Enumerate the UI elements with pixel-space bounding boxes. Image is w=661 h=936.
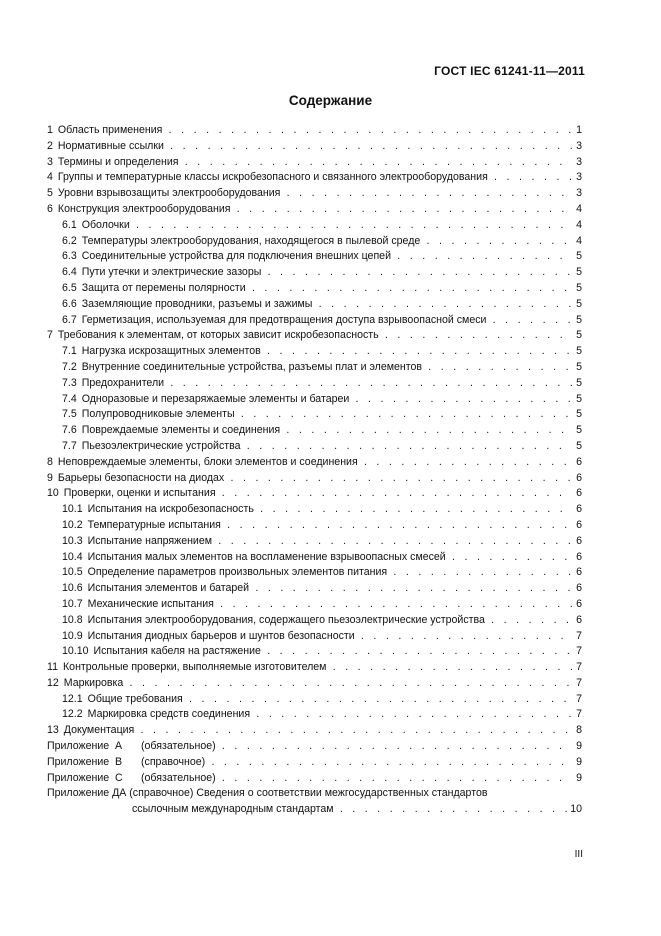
annex-type: (обязательное) [141,740,216,753]
toc-entry-number: 6.6 [62,297,77,310]
toc-entry-title [47,170,572,186]
toc-entry-number: 10.8 [62,613,83,626]
toc-entry-text: Защита от перемены полярности [81,281,246,294]
toc-entry-number: 1 [47,124,53,136]
toc-entry-text: Испытания на искробезопасность [87,503,254,516]
toc-entry-page: 6 [572,581,582,597]
toc-entry[interactable] [47,328,582,344]
toc-entry-page: 5 [572,297,582,313]
toc-entry-page: 7 [572,692,582,708]
toc-entry[interactable] [47,581,582,597]
toc-entry-title [62,234,572,250]
annex-name: Приложение [47,755,110,768]
toc-entry-number: 6 [47,202,53,215]
toc-entry-page: 5 [572,313,582,329]
toc-entry-title [62,581,572,597]
toc-entry[interactable] [47,707,582,723]
toc-entry-page: 6 [572,471,582,487]
toc-entry-page: 5 [572,265,582,281]
toc-entry-page: 5 [572,407,582,423]
toc-entry-title [62,613,572,629]
toc-entry-number: 7.2 [62,360,77,373]
toc-entry-text: Нагрузка искрозащитных элементов [81,345,261,358]
toc-entry-page: 3 [572,155,582,171]
toc-entry-title [47,723,572,739]
toc-entry[interactable] [47,392,582,408]
toc-entry-number: 6.3 [62,250,77,263]
annex-page: 9 [572,739,582,755]
toc-entry-title [62,597,572,613]
toc-entry-title [62,249,572,265]
toc-entry[interactable] [47,502,582,518]
toc-entry[interactable] [47,155,582,171]
annex-letter: С [115,771,123,784]
toc-entry[interactable] [47,518,582,534]
annex-da-title: Приложение ДА (справочное) Сведения о соответствии межгосударственных стандартов [47,787,488,800]
toc-entry-page: 6 [572,565,582,581]
toc-entry-page: 6 [572,597,582,613]
annex-letter: В [115,755,123,768]
toc-entry-text: Группы и температурные классы искробезопасного и связанного электрооборудования [57,171,488,184]
toc-entry-text: Контрольные проверки, выполняемые изготовителем [63,661,327,674]
toc-entry-title [47,676,572,692]
toc-entry-text: Область применения [57,124,163,136]
toc-entry-number: 10.10 [62,645,89,658]
toc-entry-page: 6 [572,502,582,518]
toc-entry-number: 2 [47,139,53,152]
toc-entry-title [62,502,572,518]
toc-entry-number: 10.4 [62,550,83,563]
toc-entry-text: Пути утечки и электрические зазоры [81,266,262,279]
toc-entry-number: 7.3 [62,376,77,389]
toc-entry-title [62,407,572,423]
toc-entry-page: 6 [572,534,582,550]
annex-title [47,739,572,755]
toc-entry[interactable] [47,613,582,629]
toc-entry[interactable] [47,186,582,202]
toc-entry[interactable] [47,218,582,234]
toc-entry-number: 7.6 [62,424,77,437]
toc-entry-text: Термины и определения [57,155,179,168]
toc-entry-text: Температурные испытания [87,518,221,531]
toc-entry-page: 5 [572,328,582,344]
toc-entry-number: 12 [47,676,59,689]
toc-entry-title [62,550,572,566]
toc-entry-title [47,202,572,218]
toc-entry-text: Герметизация, используемая для предотвращения доступа взрывоопасной смеси [81,313,487,326]
toc-entry-page: 7 [572,707,582,723]
toc-entry-number: 8 [47,455,53,468]
toc-entry-text: Испытания кабеля на растяжение [93,645,261,658]
toc-entry-page: 4 [572,234,582,250]
toc-entry[interactable] [47,455,582,471]
toc-entry-page: 7 [572,660,582,676]
toc-entry-number: 6.7 [62,313,77,326]
toc-entry-text: Пьезоэлектрические устройства [81,439,241,452]
toc-entry-title [47,455,572,471]
annex-title [47,771,572,787]
toc-entry-number: 10 [47,487,59,500]
toc-annex-entry[interactable] [47,755,582,771]
annex-page: 9 [572,771,582,787]
annex-letter: А [115,740,123,753]
toc-entry-text: Механические испытания [87,597,214,610]
toc-entry[interactable] [47,550,582,566]
toc-entry-page: 5 [572,249,582,265]
toc-entry-number: 10.9 [62,629,83,642]
toc-entry-page: 7 [572,644,582,660]
toc-entry-title [62,644,572,660]
toc-entry-number: 9 [47,471,53,484]
toc-annex-da-entry[interactable] [47,786,582,818]
page-title: Содержание [288,93,373,108]
table-of-contents [47,123,582,818]
toc-entry-number: 12.1 [62,692,83,705]
toc-entry-page: 6 [572,455,582,471]
toc-entry-text: Определение параметров произвольных элементов питания [87,566,388,579]
toc-entry-title [62,218,572,234]
toc-entry[interactable] [47,281,582,297]
toc-entry-page: 4 [572,202,582,218]
annex-type: (справочное) [141,755,206,768]
toc-entry-title [62,565,572,581]
toc-entry-text: Температуры электрооборудования, находящегося в пылевой среде [81,234,421,247]
toc-entry-text: Испытания малых элементов на воспламенение взрывоопасных смесей [87,550,446,563]
toc-entry[interactable] [47,313,582,329]
toc-entry-title [62,423,572,439]
toc-entry-page: 8 [572,723,582,739]
toc-entry[interactable] [47,723,582,739]
toc-entry-page: 5 [572,360,582,376]
toc-entry-number: 10.5 [62,566,83,579]
toc-entry-number: 7.5 [62,408,77,421]
toc-entry-number: 10.6 [62,582,83,595]
toc-entry[interactable] [47,565,582,581]
toc-entry-title [47,471,572,487]
toc-entry[interactable] [47,597,582,613]
toc-entry-title [47,486,572,502]
toc-entry-title [62,281,572,297]
toc-entry-page: 6 [572,550,582,566]
toc-entry-title [62,629,572,645]
toc-entry-text: Испытания элементов и батарей [87,582,250,595]
toc-entry[interactable] [47,471,582,487]
toc-entry-text: Соединительные устройства для подключения внешних цепей [81,250,391,263]
toc-entry-number: 6.4 [62,266,77,279]
toc-entry-text: Одноразовые и перезаряжаемые элементы и батареи [81,392,350,405]
toc-entry-text: Заземляющие проводники, разъемы и зажимы [81,297,313,310]
toc-entry-title [47,123,572,139]
toc-entry-title [47,660,572,676]
toc-entry[interactable] [47,486,582,502]
toc-entry-page: 5 [572,344,582,360]
toc-entry-page: 5 [572,439,582,455]
toc-entry[interactable] [47,407,582,423]
toc-entry-title [62,692,572,708]
toc-entry-number: 4 [47,171,53,184]
toc-entry[interactable] [47,344,582,360]
toc-entry-title [47,155,572,171]
toc-entry-text: Нормативные ссылки [57,139,164,152]
toc-entry-page: 3 [572,186,582,202]
toc-entry-number: 6.2 [62,234,77,247]
toc-entry[interactable] [47,676,582,692]
page-number: III [574,849,583,860]
toc-entry-number: 7.4 [62,392,77,405]
toc-entry-text: Уровни взрывозащиты электрооборудования [57,187,281,200]
toc-entry-text: Испытание напряжением [87,534,213,547]
toc-entry[interactable] [47,234,582,250]
toc-entry[interactable] [47,360,582,376]
toc-entry-text: Барьеры безопасности на диодах [57,471,225,484]
toc-entry-page: 5 [572,281,582,297]
toc-entry-text: Испытания диодных барьеров и шунтов безопасности [87,629,355,642]
toc-entry-number: 5 [47,187,53,200]
toc-entry-text: Маркировка средств соединения [87,708,251,721]
toc-entry-title [62,518,572,534]
toc-entry-number: 6.5 [62,281,77,294]
toc-entry-page: 7 [572,629,582,645]
toc-entry-title [62,360,572,376]
toc-entry-text: Повреждаемые элементы и соединения [81,424,281,437]
toc-entry-number: 11 [47,661,58,674]
toc-entry-number: 6.1 [62,218,77,231]
toc-entry[interactable] [47,297,582,313]
toc-entry-text: Проверки, оценки и испытания [63,487,216,500]
toc-entry-page: 6 [572,518,582,534]
toc-entry-number: 10.1 [62,503,83,516]
toc-entry-number: 3 [47,155,53,168]
toc-entry-title [62,376,572,392]
toc-entry[interactable] [47,265,582,281]
toc-entry[interactable] [47,123,582,139]
annex-da-title-continued: ссылочным международным стандартам . . . [132,802,570,818]
toc-entry-page: 3 [572,170,582,186]
toc-entry-text: Предохранители [81,376,165,389]
toc-entry-title [47,186,572,202]
toc-entry-text: Испытания электрооборудования, содержащего пьезоэлектрические устройства [87,613,485,626]
toc-entry[interactable] [47,692,582,708]
toc-entry-page: 1 [572,123,582,139]
toc-entry-text: Полупроводниковые элементы [81,408,235,421]
toc-entry-title [62,297,572,313]
annex-title [47,755,572,771]
toc-entry-text: Общие требования [87,692,183,705]
toc-entry-title [62,265,572,281]
toc-entry[interactable] [47,376,582,392]
toc-entry[interactable] [47,139,582,155]
toc-entry-text: Конструкция электрооборудования [57,202,231,215]
toc-entry-title [47,328,572,344]
toc-annex-entry[interactable] [47,739,582,755]
toc-entry-text: Требования к элементам, от которых зависит искробезопасность [57,329,379,342]
toc-entry-page: 5 [572,392,582,408]
document-code: ГОСТ IEC 61241-11—2011 [434,64,585,78]
toc-entry-page: 6 [572,486,582,502]
annex-type: (обязательное) [141,771,216,784]
toc-entry-page: 5 [572,423,582,439]
toc-entry-text: Документация [63,724,135,737]
toc-entry[interactable] [47,249,582,265]
annex-page: 9 [572,755,582,771]
toc-entry-page: 3 [572,139,582,155]
toc-entry-title [62,392,572,408]
toc-entry-number: 7 [47,329,53,342]
toc-entry-page: 6 [572,613,582,629]
toc-entry-number: 13 [47,724,59,737]
toc-entry-title [62,313,572,329]
toc-entry[interactable] [47,170,582,186]
annex-name: Приложение [47,740,110,753]
toc-entry-title [62,344,572,360]
annex-da-page: 10 [570,802,582,818]
toc-entry-text: Маркировка [63,676,124,689]
toc-entry-title [62,439,572,455]
toc-annex-entry[interactable] [47,771,582,787]
toc-entry-text: Неповреждаемые элементы, блоки элементов и соединения [57,455,358,468]
toc-entry-text: Внутренние соединительные устройства, разъемы плат и элементов [81,360,423,373]
toc-entry-number: 7.7 [62,439,77,452]
toc-entry[interactable] [47,423,582,439]
toc-entry-number: 7.1 [62,345,77,358]
toc-entry[interactable] [47,644,582,660]
toc-entry-number: 12.2 [62,708,83,721]
toc-entry[interactable] [47,439,582,455]
toc-entry-text: Оболочки [81,218,130,231]
toc-entry-number: 10.3 [62,534,83,547]
toc-entry-page: 7 [572,676,582,692]
toc-entry[interactable] [47,534,582,550]
toc-entry-title [62,707,572,723]
toc-entry-number: 10.7 [62,597,83,610]
toc-entry[interactable] [47,629,582,645]
annex-name: Приложение [47,771,110,784]
toc-entry-page: 4 [572,218,582,234]
toc-entry[interactable] [47,202,582,218]
toc-entry-page: 5 [572,376,582,392]
toc-entry-title [62,534,572,550]
toc-entry-title [47,139,572,155]
toc-entry[interactable] [47,660,582,676]
toc-entry-number: 10.2 [62,518,83,531]
